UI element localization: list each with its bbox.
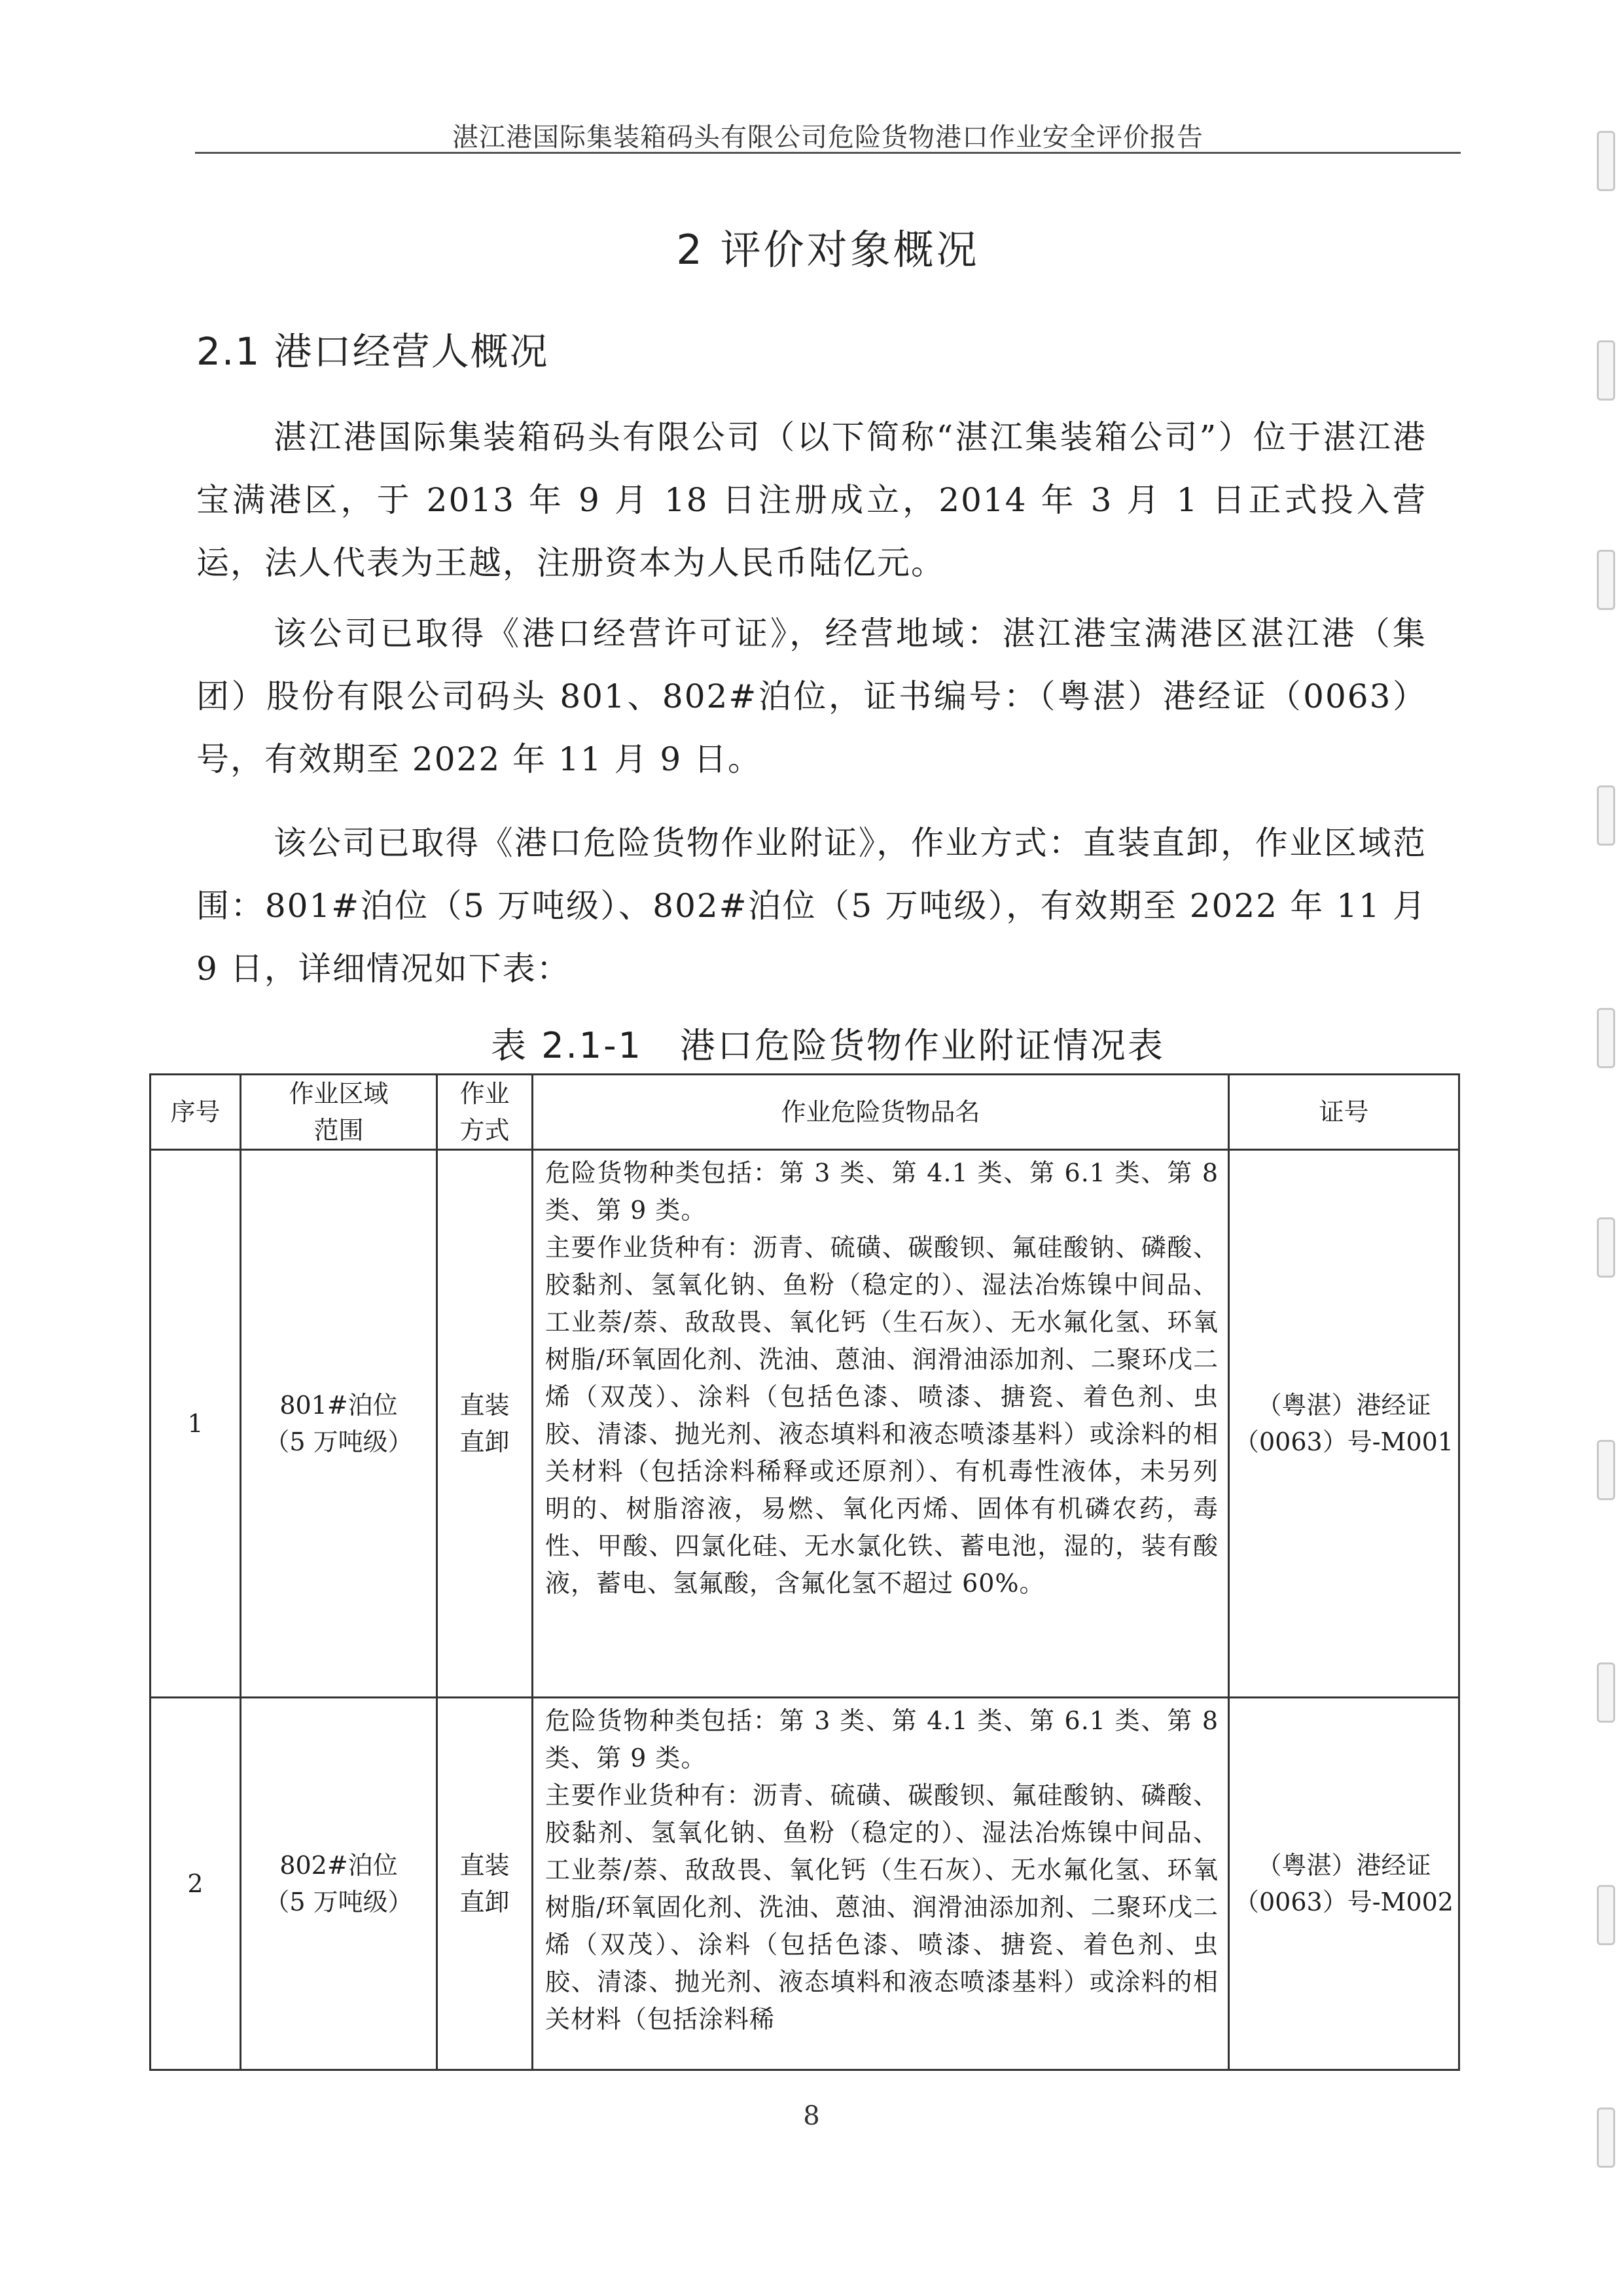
- binding-mark: [1597, 1217, 1615, 1278]
- row-area: [241, 1698, 437, 2070]
- row-seq: 2: [151, 1698, 241, 2070]
- row-goods: [533, 1150, 1229, 1698]
- header-area-line1: 作业区域: [289, 1079, 389, 1108]
- row-area-line1: 802#泊位: [279, 1851, 398, 1880]
- header-method-line1: 作业: [459, 1079, 510, 1108]
- row-method-line1: 直装: [459, 1851, 510, 1880]
- header-cert: 证号: [1229, 1075, 1459, 1150]
- binding-mark: [1597, 785, 1615, 846]
- table-row: [151, 1698, 1459, 2070]
- row-area-line2: （5 万吨级）: [264, 1427, 413, 1456]
- row-method: [437, 1698, 533, 2070]
- row-cert-line1: （粤湛）港经证: [1257, 1391, 1431, 1420]
- binding-mark: [1597, 131, 1615, 191]
- row-cert-line1: （粤湛）港经证: [1257, 1851, 1431, 1880]
- binding-mark: [1597, 1885, 1615, 1945]
- row-seq: 1: [151, 1150, 241, 1698]
- row-method: [437, 1150, 533, 1698]
- paragraph-port-license: 该公司已取得《港口经营许可证》，经营地域：湛江港宝满港区湛江港（集团）股份有限公司码头 801、802#泊位，证书编号：（粤湛）港经证（0063）号，有效期至 2022 年 11 月 9 日。: [196, 615, 1427, 778]
- row-cert: [1229, 1698, 1459, 2070]
- header-goods: 作业危险货物品名: [533, 1075, 1229, 1150]
- header-area: [241, 1075, 437, 1150]
- row-cert: [1229, 1150, 1459, 1698]
- binding-mark: [1597, 1440, 1615, 1500]
- row-area-line1: 801#泊位: [279, 1391, 398, 1420]
- header-area-line2: 范围: [313, 1116, 364, 1145]
- header-rule: [195, 152, 1461, 154]
- row-cert-line2: （0063）号-M002: [1234, 1888, 1454, 1916]
- binding-mark: [1597, 340, 1615, 401]
- paragraph-company-intro: 湛江港国际集装箱码头有限公司（以下简称“湛江集装箱公司”）位于湛江港宝满港区，于 2013 年 9 月 18 日注册成立，2014 年 3 月 1 日正式投入营运，法人代表为王越，注册资本为人民币陆亿元。: [196, 418, 1427, 582]
- row-goods-classes: 危险货物种类包括：第 3 类、第 4.1 类、第 6.1 类、第 8 类、第 9 类。: [545, 1158, 1219, 1225]
- header-seq: 序号: [151, 1075, 241, 1150]
- section-heading: 2.1 港口经营人概况: [196, 329, 549, 374]
- header-method-line2: 方式: [459, 1116, 510, 1145]
- row-goods-classes: 危险货物种类包括：第 3 类、第 4.1 类、第 6.1 类、第 8 类、第 9 类。: [545, 1706, 1219, 1772]
- row-cert-line2: （0063）号-M001: [1234, 1427, 1454, 1456]
- row-goods-main: 主要作业货种有：沥青、硫磺、碳酸钡、氟硅酸钠、磷酸、胶黏剂、氢氧化钠、鱼粉（稳定的）、湿法冶炼镍中间品、工业萘/萘、敌敌畏、氧化钙（生石灰）、无水氟化氢、环氧树脂/环氧固化剂、洗油、蒽油、润滑油添加剂、二聚环戊二烯（双茂）、涂料（包括色漆、喷漆、搪瓷、着色剂、虫胶、清漆、抛光剂、液态填料和液态喷漆基料）或涂料的相关材料（包括涂料稀释或还原剂）、有机毒性液体，未另列明的、树脂溶液，易燃、氧化丙烯、固体有机磷农药，毒性、甲酸、四氯化硅、无水氯化铁、蓄电池，湿的，装有酸液，蓄电、氢氟酸，含氟化氢不超过 60%。: [545, 1233, 1219, 1598]
- row-method-line2: 直卸: [459, 1888, 510, 1916]
- binding-mark: [1597, 550, 1615, 610]
- page-number: 8: [803, 2101, 820, 2131]
- table-header-row: [151, 1075, 1459, 1150]
- permit-table: [149, 1073, 1460, 2071]
- row-goods-main: 主要作业货种有：沥青、硫磺、碳酸钡、氟硅酸钠、磷酸、胶黏剂、氢氧化钠、鱼粉（稳定的）、湿法冶炼镍中间品、工业萘/萘、敌敌畏、氧化钙（生石灰）、无水氟化氢、环氧树脂/环氧固化剂、洗油、蒽油、润滑油添加剂、二聚环戊二烯（双茂）、涂料（包括色漆、喷漆、搪瓷、着色剂、虫胶、清漆、抛光剂、液态填料和液态喷漆基料）或涂料的相关材料（包括涂料稀: [545, 1781, 1219, 2034]
- row-method-line1: 直装: [459, 1391, 510, 1420]
- table-caption: 表 2.1-1 港口危险货物作业附证情况表: [491, 1025, 1165, 1066]
- binding-mark: [1597, 1662, 1615, 1723]
- row-method-line2: 直卸: [459, 1427, 510, 1456]
- row-goods: [533, 1698, 1229, 2070]
- paragraph-hazard-permit: 该公司已取得《港口危险货物作业附证》，作业方式：直装直卸，作业区域范围：801#泊位（5 万吨级）、802#泊位（5 万吨级），有效期至 2022 年 11 月 9 日，详细情况如下表：: [196, 824, 1427, 988]
- chapter-title: 2 评价对象概况: [676, 226, 980, 274]
- binding-mark: [1597, 1008, 1615, 1068]
- running-header: 湛江港国际集装箱码头有限公司危险货物港口作业安全评价报告: [452, 122, 1204, 152]
- row-area-line2: （5 万吨级）: [264, 1888, 413, 1916]
- row-area: [241, 1150, 437, 1698]
- header-method: [437, 1075, 533, 1150]
- binding-mark: [1597, 2108, 1615, 2168]
- table-row: [151, 1150, 1459, 1698]
